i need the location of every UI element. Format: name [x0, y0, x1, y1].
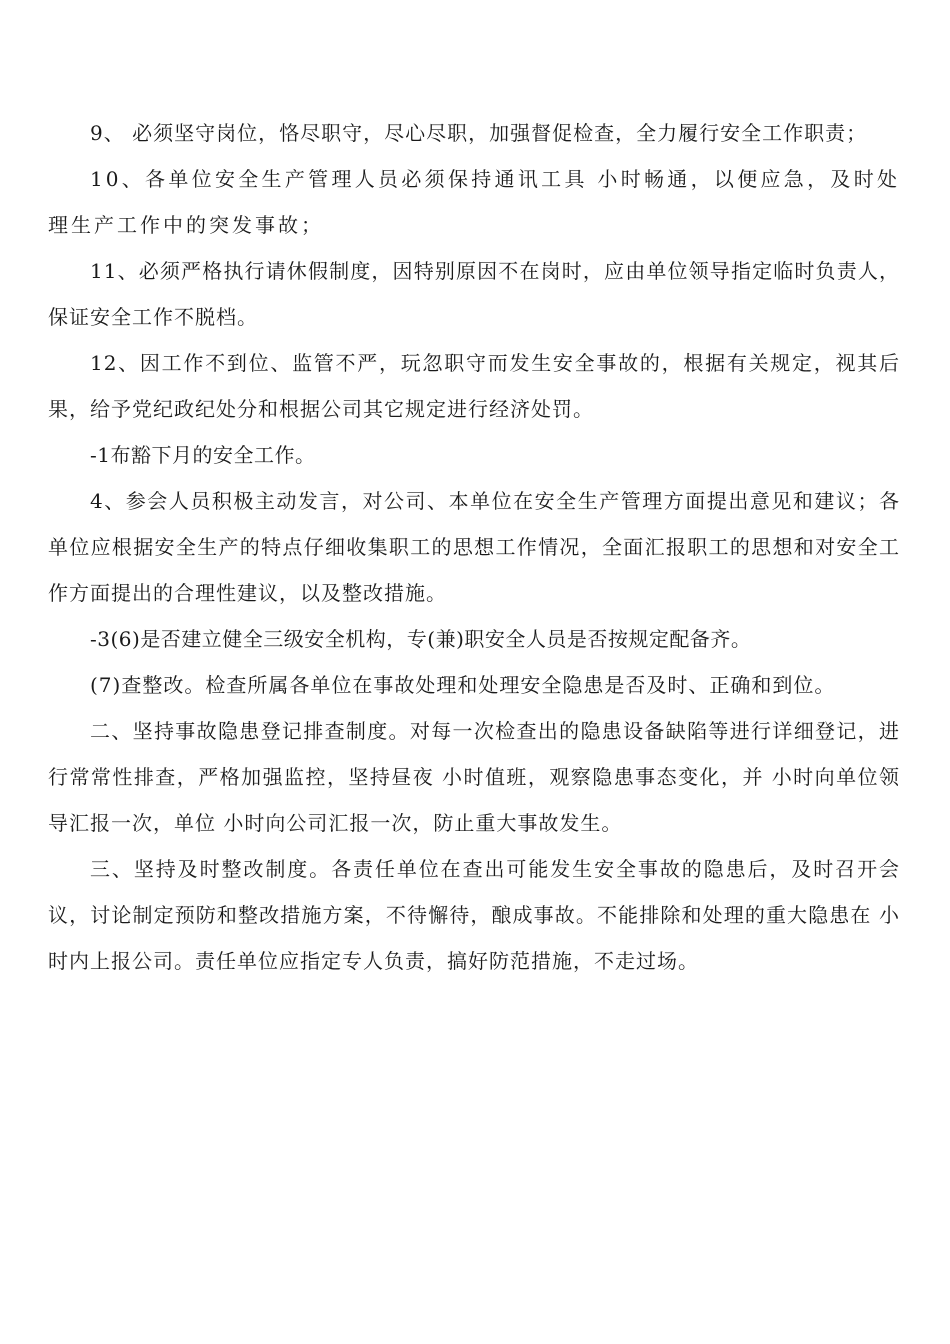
- paragraph-check-rectification: (7)查整改。检查所属各单位在事故处理和处理安全隐患是否及时、正确和到位。: [90, 673, 836, 697]
- paragraph-section-3: 三、坚持及时整改制度。各责任单位在查出可能发生安全事故的隐患后，及时召开会议，讨论制定预防和整改措施方案，不待懈待，酿成事故。不能排除和处理的重大隐患在 小时内上报公司。责任单位应指定专人负责，搞好防范措施，不走过场。: [48, 857, 900, 973]
- paragraph-item-11: 11、必须严格执行请休假制度，因特别原因不在岗时，应由单位领导指定临时负责人，保证安全工作不脱档。: [48, 259, 900, 329]
- document-page: [48, 110, 900, 984]
- paragraph-item-12: 12、因工作不到位、监管不严，玩忽职守而发生安全事故的，根据有关规定，视其后果，给予党纪政纪处分和根据公司其它规定进行经济处罚。: [48, 351, 900, 421]
- paragraph-item-4: 4、参会人员积极主动发言，对公司、本单位在安全生产管理方面提出意见和建议；各单位应根据安全生产的特点仔细收集职工的思想工作情况，全面汇报职工的思想和对安全工作方面提出的合理性建议，以及整改措施。: [48, 489, 900, 605]
- paragraph-item-9: 9、 必须坚守岗位，恪尽职守，尽心尽职，加强督促检查，全力履行安全工作职责；: [90, 121, 868, 145]
- paragraph-section-2: 二、坚持事故隐患登记排查制度。对每一次检查出的隐患设备缺陷等进行详细登记，进行常常性排查，严格加强监控，坚持昼夜 小时值班，观察隐患事态变化，并 小时向单位领导汇报一次，单位 小时向公司汇报一次，防止重大事故发生。: [48, 719, 900, 835]
- paragraph-item-10: 10、各单位安全生产管理人员必须保持通讯工具 小时畅通，以便应急，及时处理生产工作中的突发事故；: [48, 167, 900, 237]
- paragraph-fragment-1: -1布豁下月的安全工作。: [90, 443, 316, 467]
- paragraph-fragment-3: -3(6)是否建立健全三级安全机构，专(兼)职安全人员是否按规定配备齐。: [90, 627, 752, 651]
